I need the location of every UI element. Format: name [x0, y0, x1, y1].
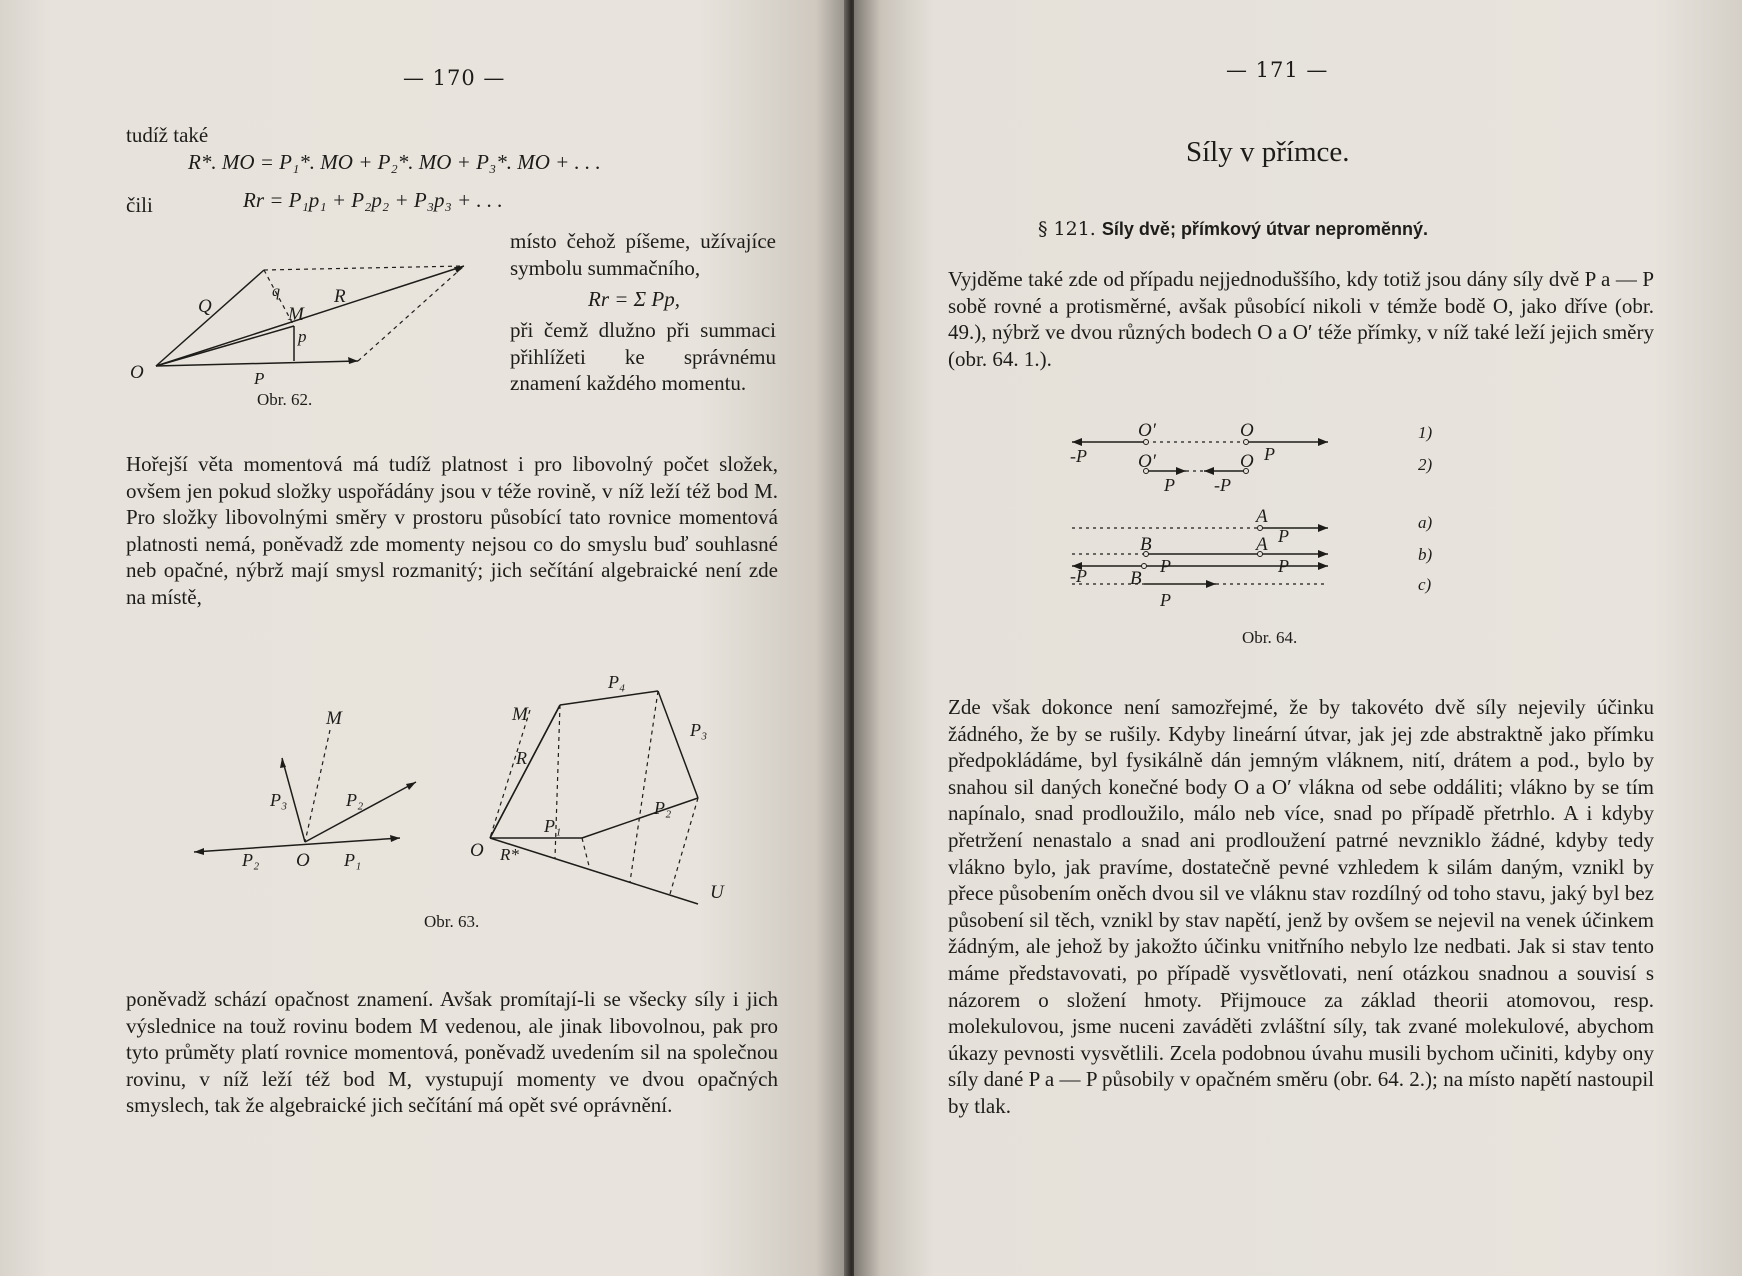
- fig64-label-O-2: O: [1240, 451, 1254, 472]
- fig64-label-P-c2: P: [1278, 556, 1289, 576]
- equation-moment-2: Rr = P₁p₁ + P₂p₂ + P₃p₃ + . . .: [243, 188, 503, 212]
- fig64-label-A-a: A: [1256, 506, 1268, 527]
- fig64-caption: Obr. 64.: [1242, 628, 1298, 647]
- paragraph-moment-theorem: Hořejší věta momentová má tudíž platnost i pro libovolný počet složek, ovšem jen pokud složky uspořádány jsou v téže rovině, v níž leží též bod M. Pro složky libovolnými směry v prostoru působící tato rovnice momentová platnosti nemá, poněvadž zde momenty nejsou co do smyslu buď souhlasné neb opačné, nýbrž mají smysl rozmanitý; jich sečítání algebraické není zde na místě,: [126, 452, 778, 609]
- fig64-label-B-b: B: [1140, 534, 1152, 555]
- fig64-label-minusP-1: -P: [1070, 446, 1087, 466]
- fig64-label-minusP-r2: -P: [1214, 475, 1231, 495]
- fig63b-dash-4: [670, 798, 698, 894]
- page-number-170: — 170 —: [403, 66, 506, 90]
- fig64-label-P-c3: P: [1160, 590, 1171, 610]
- fig64-row-label-2: 2): [1418, 455, 1433, 474]
- fig63-label-P3-right: P₃: [690, 720, 708, 740]
- fig63-label-P1-right: P₁: [544, 816, 562, 836]
- fig63-label-O-left: O: [296, 850, 310, 871]
- left-page: [0, 0, 850, 1276]
- fig62-line-OM: [156, 326, 294, 366]
- fig63a-arrow-P2: [406, 782, 416, 790]
- fig62-label-R: R: [334, 286, 346, 307]
- fig64-label-O-1: O: [1240, 420, 1254, 441]
- section-number: § 121.: [1038, 218, 1096, 240]
- fig64-row-label-b: b): [1418, 545, 1433, 564]
- fig63-label-M-left: M: [326, 708, 342, 729]
- fig64-row-label-c: c): [1418, 575, 1432, 594]
- fig63-caption: Obr. 63.: [424, 912, 480, 931]
- fig63-label-P2-bottom: P₂: [242, 850, 260, 870]
- fig63b-line-U: [490, 838, 698, 904]
- fig63b-dash-1: [582, 838, 590, 870]
- right-page: [854, 0, 1742, 1276]
- fig63b-line-P2: [582, 798, 698, 838]
- fig63-label-R: R: [516, 748, 527, 768]
- fig64-label-A-b: A: [1256, 534, 1268, 555]
- paragraph-tension: Zde však dokonce není samozřejmé, že by takovéto dvě síly nejevily účinku žádného, že by se rušily. Kdyby lineární útvar, jak jej zde abstraktně jako přímku předpokládáme, byl fysikálně dán jemným vláknem, nití, drátem a pod., bylo by snahou sil daných konečné body O a O′ vlákna od sebe oddáliti; vlákno by se tím napínalo, snad prodloužilo, málo neb více, snad po případě přetrhlo. A i kdyby přetržení nenastalo a snad ani prodloužení patrné nevzniklo žádné, kdyby tedy vlákno bylo, jak pravíme, dostatečně pevné vzhledem k silám daným, vznikl by přece působením oněch dvou sil ve vláknu stav rozdílný od toho stavu, jaký byl bez působení sil těch, vznikl by stav napětí, jenž by ovšem se nejevil na venek účinkem žádným, ale jehož by jakožto účinku vnitřního nebylo lze nedbati. Jak si stav tento máme představovati, po případě vysvětlovati, není otázkou snadnou a souvisí s názorem o složení hmoty. Přijmouce za základ theorii atomovou, resp. molekulovou, jsme nuceni zaváděti zvláštní síly, tak zvané molekulové, abychom úkazy pevnosti vysvětlili. Zcela podobnou úvahu musili bychom učiniti, kdyby ony síly dané P a — P působily v opačném směru (obr. 64. 2.); na místo napětí nastoupil by tlak.: [948, 695, 1654, 1118]
- equation-sum: Rr = Σ Pp,: [588, 287, 680, 312]
- fig64-label-B-c: B: [1130, 568, 1142, 589]
- fig63b-line-P3: [658, 691, 698, 798]
- fig64-label-Oprime-1: O′: [1138, 420, 1156, 441]
- paragraph-two-forces: Vyjděme také zde od případu nejjednoduššího, kdy totiž jsou dány síly dvě P a — P sobě rovné a protisměrné, avšak působící nikoli v témže bodě O, jako dříve (obr. 49.), nýbrž ve dvou různých bodech O a O′ téže přímky, v níž také leží jejich směry (obr. 64. 1.).: [948, 267, 1654, 371]
- fig63-label-P3-left: P₃: [270, 790, 288, 810]
- fig63-label-P2-left: P₂: [346, 790, 364, 810]
- fig64-row-label-1: 1): [1418, 423, 1433, 442]
- fig63-label-P1-left: P₁: [344, 850, 362, 870]
- fig64-label-P-c1: P: [1160, 556, 1171, 576]
- fig64-label-P-r2: P: [1164, 475, 1175, 495]
- fig62-arrow-R: [454, 266, 464, 273]
- fig62-dash-top: [264, 266, 464, 270]
- fig62-arrow-P: [348, 357, 358, 364]
- fig63b-line-P4: [560, 691, 658, 705]
- fig63b-dash-3: [630, 691, 658, 882]
- fig62-label-q: q: [272, 283, 280, 300]
- fig62-dash-right: [358, 266, 464, 361]
- fig63-label-P2-right: P₂: [654, 798, 672, 818]
- fig63-label-M-right: M: [512, 704, 528, 725]
- fig63-label-Rstar: R*: [500, 845, 519, 864]
- equation-moment-1: R*. MO = P₁*. MO + P₂*. MO + P₃*. MO + . . .: [188, 150, 601, 174]
- fig62-label-O: O: [130, 362, 144, 383]
- fig64-row-label-a: a): [1418, 513, 1433, 532]
- fig63a-dash-M: [305, 730, 330, 842]
- fig63a-arrow-left: [194, 848, 204, 855]
- fig64-label-P-r1: P: [1264, 444, 1275, 464]
- side-text-summation: místo čehož píšeme, užívajíce symbolu summačního, Rr = Σ Pp, při čemž dlužno při summaci přihlížeti ke správnému znamení každého momentu.: [510, 229, 776, 396]
- fig62-label-M: M: [288, 304, 304, 325]
- fig63-label-U: U: [710, 882, 724, 903]
- section-heading: [1038, 218, 1428, 240]
- text-cili: čili: [126, 193, 153, 217]
- fig62-label-P: P: [254, 369, 265, 388]
- section-title: Síly dvě; přímkový útvar nepromĕnný.: [1101, 219, 1429, 239]
- chapter-title: Síly v přímce.: [1186, 136, 1350, 168]
- figure-63: [190, 670, 750, 910]
- fig64-label-Oprime-2: O′: [1138, 451, 1156, 472]
- fig62-line-Q: [156, 270, 264, 366]
- paragraph-projection: poněvadž schází opačnost znamení. Avšak promítají-li se všecky síly i jich výslednice na touž rovinu bodem M vedenou, ale jinak libovolnou, pak pro tyto průměty platí rovnice momentová, poněvadž uvedením sil na společnou rovinu, v níž leží též bod M, vystupují momenty ve dvou opačných smyslech, tak že algebraické jich sečítání má opět své oprávnění.: [126, 987, 778, 1118]
- fig63a-arrow-right: [390, 835, 400, 842]
- fig64-label-minusP-c: -P: [1070, 566, 1087, 586]
- fig62-label-p: p: [298, 327, 307, 346]
- figure-64: [1064, 410, 1464, 620]
- page-number-171: — 171 —: [1226, 58, 1329, 82]
- text-tudiz-take: tudíž také: [126, 123, 209, 147]
- fig62-label-Q: Q: [198, 296, 212, 317]
- fig63-label-P4: P₄: [608, 672, 626, 692]
- fig62-line-P: [156, 361, 358, 366]
- fig64-label-P-b: P: [1278, 526, 1289, 546]
- fig63-label-O-right: O: [470, 840, 484, 861]
- fig62-caption: Obr. 62.: [257, 390, 313, 409]
